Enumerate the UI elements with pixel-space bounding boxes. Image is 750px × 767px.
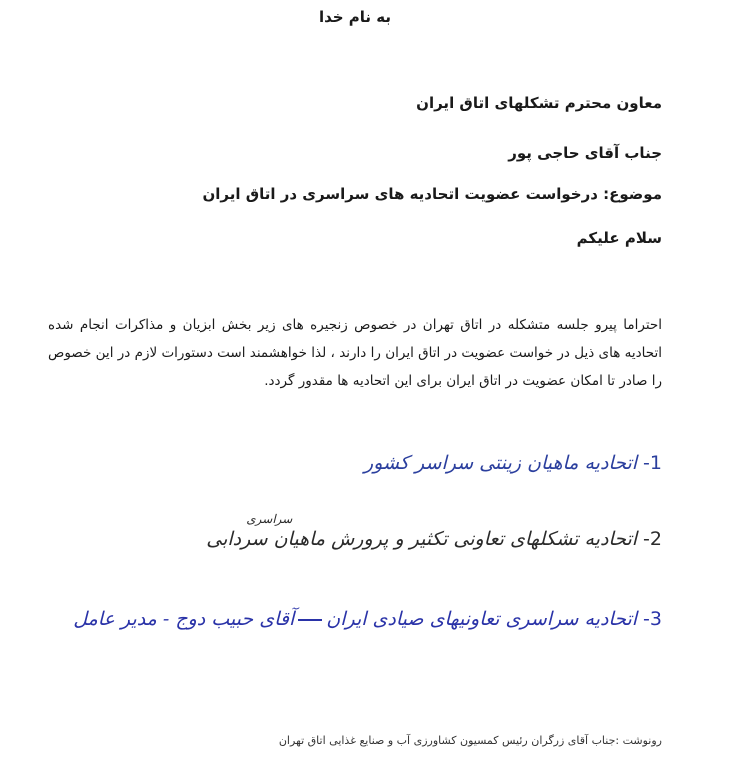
letter-body: احتراما پیرو جلسه متشکله در اتاق تهران در خصوص زنجیره های زیر بخش ابزیان و مذاکرات انجام شده اتحادیه های ذیل در خواست عضویت در اتاق ایران را دارند ، لذا خواهشمند است دستورات لازم در این خصوص را صادر تا امکان عضویت در اتاق ایران برای این اتحادیه ها مقدور گردد. <box>48 317 662 389</box>
basmala-heading: به نام خدا <box>318 8 392 26</box>
dash-divider <box>298 619 322 621</box>
item-note: سراسری <box>246 512 293 526</box>
greeting: سلام علیکم <box>576 229 662 247</box>
item-text: اتحادیه تشکلهای تعاونی تکثیر و پرورش ماهیان سردابی <box>206 528 638 550</box>
item-number: 3- <box>643 608 662 630</box>
item-number: 2- <box>643 528 662 550</box>
item-text: اتحادیه سراسری تعاونیهای صیادی ایران <box>326 608 638 630</box>
subject-line: موضوع: درخواست عضویت اتحادیه های سراسری در اتاق ایران <box>202 185 662 203</box>
handwritten-item-3 <box>73 608 662 630</box>
recipient-title: معاون محترم تشکلهای اتاق ایران <box>416 94 662 112</box>
cc-line: رونوشت :جناب آقای زرگران رئیس کمسیون کشاورزی آب و صنایع غذایی اتاق تهران <box>278 734 662 747</box>
handwritten-item-1 <box>364 452 662 474</box>
handwritten-item-2 <box>206 512 662 550</box>
item-number: 1- <box>643 452 662 474</box>
item-text: اتحادیه ماهیان زینتی سراسر کشور <box>364 452 638 474</box>
recipient-name: جناب آقای حاجی پور <box>508 144 662 162</box>
item-tail: آقای حبیب دوج - مدیر عامل <box>73 608 295 630</box>
